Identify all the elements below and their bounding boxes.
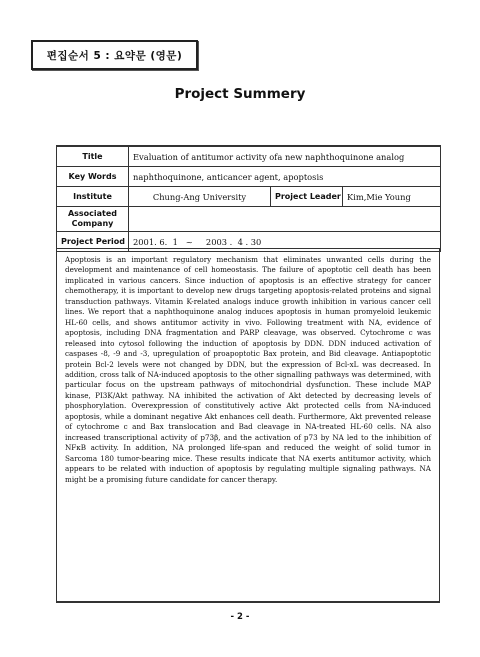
institute-label: Institute: [57, 187, 129, 207]
project-leader-value: Kim,Mie Young: [343, 187, 441, 207]
page-number: - 2 -: [230, 612, 250, 622]
project-period-value: 2001. 6. 1 ~ 2003 . 4 . 30: [129, 232, 441, 252]
title-label: Title: [57, 146, 129, 167]
keywords-value: naphthoquinone, anticancer agent, apoptosis: [129, 167, 441, 187]
institute-value: Chung-Ang University: [129, 187, 271, 207]
project-period-label: Project Period: [57, 232, 129, 252]
institute-row: [57, 187, 441, 207]
section-header-label: 편집순서 5 : 요약문 (영문): [46, 49, 183, 62]
page-title: Project Summery: [174, 86, 306, 102]
title-row: [57, 146, 441, 167]
abstract-text: Apoptosis is an important regulatory mechanism that eliminates unwanted cells during the development and maintenance of cell homeostasis. The failure of apoptotic cell death has been implicated in various cancers. Since induction of apoptosis is an effective strategy for cancer chemotherapy, it is important to develop new drugs targeting apoptosis-related proteins and signal transduction pathways. Vitamin K-related analogs induce growth inhibition in various cancer cell lines. We report that a naphthoquinone analog induces apoptosis in human promyeloid leukemic HL-60 cells, and shows antitumor activity in vivo. Following treatment with NA, evidence of apoptosis, including DNA fragmentation and PARP cleavage, was observed. Cytochrome c was released into cytosol following the induction of apoptosis by DDN. DDN induced activation of caspases -8, -9 and -3, upregulation of proapoptotic Bax protein, and Bid cleavage. Antiapoptotic protein Bcl-2 levels were not changed by DDN, but the expression of Bcl-xL was decreased. In addition, cross talk of NA-induced apoptosis to the other signalling pathways was determined, with particular focus on the upstream pathways of mitochondrial dysfunction. These include MAP kinase, PI3K/Akt pathway. NA inhibited the activation of Akt detected by decreasing levels of phosphorylation. Overexpression of constitutively active Akt protected cells from NA-induced apoptosis, while a dominant negative Akt enhances cell death. Furthermore, Akt prevented release of cytochrome c and Bax translocation and Bad cleavage in NA-treated HL-60 cells. NA also increased transcriptional activity of p73β, and the activation of p73 by NA led to the inhibition of NFκB activity. In addition, NA prolonged life-span and reduced the weight of solid tumor in Sarcoma 180 tumor-bearing mice. These results indicate that NA exerts antitumor activity, which appears to be related with induction of apoptosis by regulating multiple signaling pathways. NA might be a promising future candidate for cancer therapy.: [65, 255, 431, 484]
associated-company-row: [57, 207, 441, 232]
associated-company-value: [129, 207, 441, 232]
section-header-box: [31, 40, 198, 70]
associated-company-label: Associated Company: [57, 207, 129, 232]
project-leader-label: Project Leader: [271, 187, 343, 207]
keywords-row: [57, 167, 441, 187]
title-value: Evaluation of antitumor activity ofa new naphthoquinone analog: [129, 146, 441, 167]
keywords-label: Key Words: [57, 167, 129, 187]
project-info-table: [56, 145, 441, 252]
abstract-box: [56, 248, 440, 603]
